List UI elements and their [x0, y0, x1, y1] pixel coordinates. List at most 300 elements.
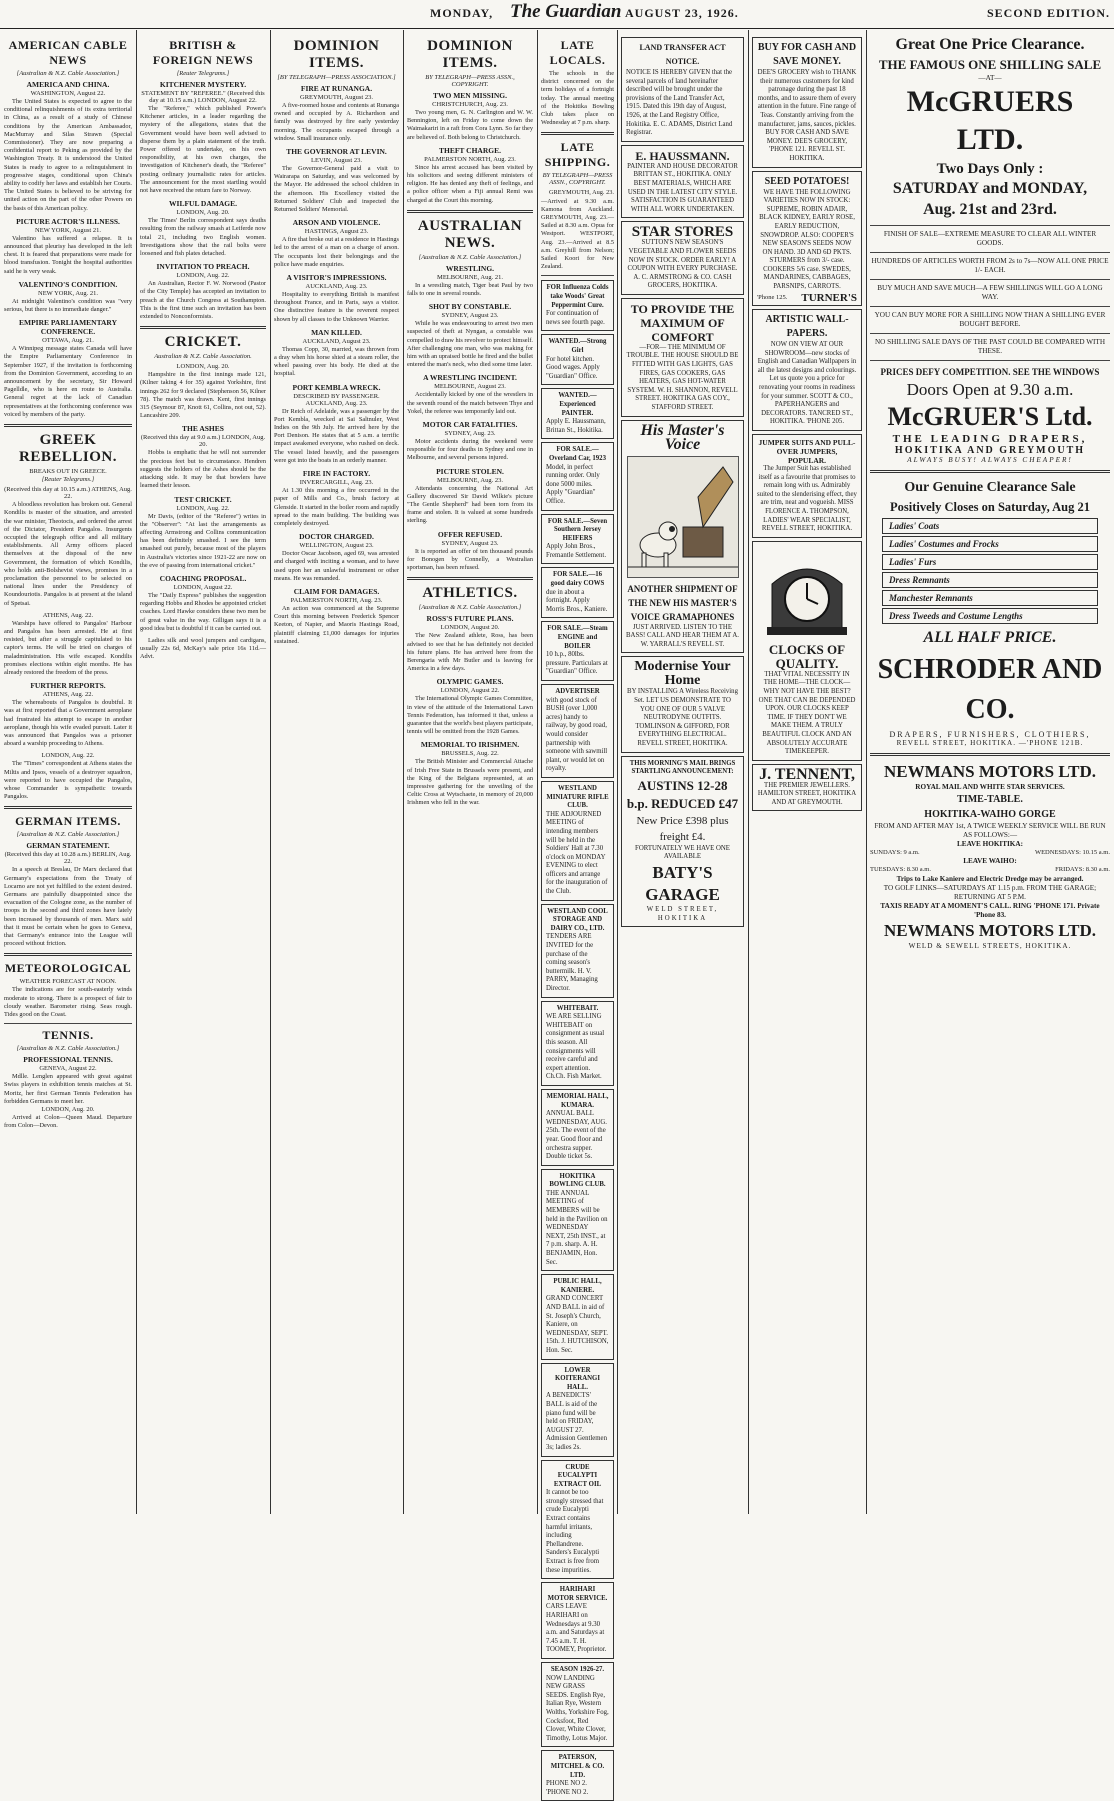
story-headline: MOTOR CAR FATALITIES.	[422, 420, 518, 430]
column-dominion-australian	[407, 34, 533, 1512]
story-body: The "Times" correspondent at Athens states the Miltis and Ipsos, vessels of a destroyer squadron, were reported to have occupied the Pangalos, whose Commander is sympathetic towards Pangalos.	[4, 760, 132, 801]
ad-land-transfer	[621, 37, 744, 142]
story-headline: EMPIRE PARLIAMENTARY CONFERENCE.	[19, 318, 117, 337]
story-body: Ladies silk and wool jumpers and cardigans, usually 22s 6d, McKay's sale price 16s 11d.—Advt.	[140, 636, 266, 661]
mcgruers-ltd: McGRUER'S Ltd.	[887, 402, 1093, 431]
story-body: At 1.30 this morning a fire occurred in the paper of Mills and Co., brush factory at Glenside. It started in the boiler room and rapidly spread to the main building. The building was completely destroyed.	[274, 487, 399, 527]
story-headline: PROFESSIONAL TENNIS.	[23, 1055, 113, 1065]
two-days: Two Days Only :	[936, 161, 1044, 177]
story-body: Dr Reich of Adelaide, was a passenger by the Port Kembla, wrecked at Sai Saltnuler, West Indies on the 9th July. He arrived here by the Port Denison. He states that at 5 a.m. a terrific impact awakened everyone, who rushed on deck. The vessel listed heavily, and the passengers were got into the boats in an orderly manner.	[274, 407, 399, 464]
classified-ad	[541, 1460, 614, 1580]
story-dateline: OTTAWA, Aug. 21.	[42, 337, 94, 345]
clearance-item: Ladies' Coats	[882, 518, 1098, 534]
news-story	[4, 752, 132, 801]
classified-ad	[541, 1001, 614, 1086]
ad-title: SEED POTATOES!	[764, 175, 850, 187]
story-dateline: NEW YORK, August 21.	[35, 226, 101, 234]
story-body: In a wrestling match, Tiger beat Paul by two falls to one in several rounds.	[407, 281, 533, 298]
classified-title: PATERSON, MITCHEL & CO. LTD.	[550, 1754, 605, 1779]
news-story	[274, 587, 399, 646]
ad-title: CLOCKS OF QUALITY.	[768, 641, 846, 671]
story-dateline: (Received this day at 9.0 a.m.) LONDON, Aug. 20.	[140, 434, 266, 449]
section-divider	[541, 132, 614, 135]
classified-text: For hotel kitchen. Good wages. Apply "Guardian" Office.	[546, 355, 600, 380]
news-story	[140, 363, 266, 420]
section-divider	[541, 275, 614, 276]
taxis-line: TAXIS READY AT A MOMENT'S CALL. RING 'PHONE 171. Private 'Phone 83.	[880, 901, 1100, 919]
news-story	[4, 318, 132, 419]
classified-text: with good stock of BUSH (over 1,000 acres) handy to railway, by good road, would consider partnership with someone with sawmill plant, or would let on royalty.	[546, 696, 608, 773]
clearance-item: Ladies' Costumes and Frocks	[882, 536, 1098, 552]
news-story	[274, 147, 399, 214]
story-dateline: SYDNEY, August 23.	[441, 312, 499, 320]
story-body: While he was endeavouring to arrest two men suspected of theft at Nyngan, a constable was compelled to draw his revolver to protect himself. After challenging one man, who was making for him with an upraised bottle he fired and the bullet entered the man's neck, who died some time later.	[407, 320, 533, 369]
masthead	[0, 0, 1114, 29]
story-dateline: MELBOURNE, Aug. 21.	[437, 273, 503, 281]
section-divider	[870, 306, 1110, 307]
sat-mon: SATURDAY and MONDAY,	[892, 180, 1088, 197]
classified-text: CARS LEAVE HARIHARI on Wednesdays at 9.30 a.m. and Saturdays at 7.45 a.m. T. H. TOOMEY, Proprietor.	[546, 1603, 607, 1654]
story-body: The "Referee," which published Power's Kitchener articles, in a leader regarding the mystery of the allegations, states that the Government would have been well advised to disperse them by a plain statement of the truth. Power offered to undertake, on his own responsibility, at his own charges, the investigation of Kitchener's death, the "Referee" posting ordinary journalistic rates for articles. The announcement for the most startling would not have received the return fare to Norway.	[140, 105, 266, 195]
classified-ad	[541, 280, 614, 331]
classified-title: WANTED.—Experienced PAINTER.	[558, 392, 597, 417]
ad-title: ANOTHER SHIPMENT OF THE NEW HIS MASTER'S VOICE GRAMAPHONES	[627, 583, 738, 622]
schedule-fridays: FRIDAYS: 8.30 a.m.	[1055, 866, 1110, 874]
story-headline: MAN KILLED.	[311, 327, 362, 337]
column-shop-ads	[752, 34, 862, 1512]
sale-line: HUNDREDS OF ARTICLES WORTH FROM 2s to 7s—NOW ALL ONE PRICE 1/- EACH.	[871, 257, 1109, 274]
story-dateline: WELLINGTON, August 23.	[299, 542, 374, 550]
classified-title: CRUDE EUCALYPTI EXTRACT OIL	[553, 1463, 602, 1488]
story-headline: THEFT CHARGE.	[439, 145, 501, 155]
news-story	[140, 262, 266, 321]
classified-text: THE ADJOURNED MEETING of intending members will be held in the Soldiers' Hall at 7.30 o'clock on MONDAY EVENING to elect officers and arrange for the inauguration of the Club.	[546, 810, 608, 896]
news-story	[407, 467, 533, 526]
leave-hokitika: LEAVE HOKITIKA:	[957, 840, 1023, 848]
story-body: It is reported an offer of ten thousand pounds for Bonogen by Connelly, a Westralian sportsman, has been refused.	[407, 547, 533, 572]
column-rule	[537, 30, 538, 1514]
news-story	[4, 681, 132, 748]
section-heading: AMERICAN CABLE NEWS	[8, 38, 128, 67]
story-body: The whereabouts of Pangalos is doubtful. It was at first reported that a Government aeroplane had frustrated his attempt to escape in another aeroplane, though his wife evaded pursuit. Later it was announced that Pangalos was a prisoner aboard a warship proceeding to Athens.	[4, 699, 132, 748]
story-dateline: WASHINGTON, August 22.	[30, 90, 106, 97]
story-body: Hobbs is emphatic that he will not surrender the precious feet but to circumstance. Hendren suggests the holders of the Ashes should be the attacking side. It may be that bowlers have learned their lesson.	[140, 449, 266, 490]
story-headline: DOCTOR CHARGED.	[299, 532, 374, 542]
newmans-name: NEWMANS MOTORS LTD.	[883, 762, 1097, 781]
hmv-logo-text: His Master's Voice	[640, 421, 725, 453]
classified-title: FOR SALE.—Seven Southern Jersey HEIFERS	[547, 517, 608, 542]
ad-title: Modernise Your Home	[634, 659, 731, 689]
story-dateline: GENEVA, August 22.	[39, 1065, 97, 1073]
section-divider	[140, 326, 266, 329]
weather-forecast: The indications are for south-easterly winds moderate to strong. There is a prospect of fair to cloudy weather. Barometer rising. Seas rough. Tides good on the Coast.	[4, 986, 132, 1019]
story-dateline: STATEMENT BY "REFEREE." (Received this day at 10.15 a.m.) LONDON, August 22.	[141, 90, 265, 104]
section-source: [BY TELEGRAPH—PRESS ASSOCIATION.]	[277, 74, 396, 81]
story-body: The New Zealand athlete, Ross, has been advised to see that he has definitely not decided his future plans. He has arrived here from the Berengaria with Mr Butler and is leaving for America in a few days.	[407, 632, 533, 673]
austin-price: New Price £398 plus freight £4.	[636, 814, 729, 843]
classified-title: WANTED.—Strong Girl	[548, 338, 607, 355]
story-body: Hampshire in the first innings made 121, (Kilner taking 4 for 35) against Yorkshire, first innings 262 for 9 declared (Stephenson 56, Kilner 78). The match was drawn. Kent, first innings 315 (Seymour 87, Knott 61, Collins, not out, 52). Lancashire 209.	[140, 371, 266, 420]
classified-ad	[541, 684, 614, 778]
news-story	[4, 217, 132, 276]
story-dateline: (Received this day at 10.28 a.m.) BERLIN, Aug. 22.	[4, 851, 132, 866]
story-body: The Times' Berlin correspondent says deaths resulting from the railway smash at Leiferde now total 21, including two English women. Investigations show that the rail bolts were loosened and fish plates detached.	[140, 217, 266, 258]
classified-text: GRAND CONCERT AND BALL in aid of St. Joseph's Church, Kaniere, on WEDNESDAY, SEPT. 15th. J. HUTCHISON, Hon. Sec.	[546, 1295, 609, 1354]
ad-his-masters-voice	[621, 420, 744, 654]
at-line: —AT—	[978, 74, 1002, 82]
story-body: In a speech at Breslau, Dr Marx declared that Germany's expectations from the Treaty of Locarno are not yet fulfilled to the extent desired. Germans are painfully disappointed since the evacuation of the Cologne zone, as the number of troops in the second and third zones have lately been increased by thousands of men. Marx said that it must be certain when he goes to Geneva, that Germany's entrance into the League will proceed without friction.	[4, 866, 132, 948]
story-headline: SHOT BY CONSTABLE.	[428, 302, 512, 312]
story-body: Valentino has suffered a relapse. It is announced that pleurisy has developed in the left chest. It is feared that preparations were made for blood transfusion. Tonight the hospital authorities said he is very weak.	[4, 234, 132, 275]
column-mcgruers-ads	[870, 34, 1110, 1512]
column-late-locals	[541, 34, 614, 1796]
story-headline: MEMORIAL TO IRISHMEN.	[420, 740, 520, 750]
section-heading: GERMAN ITEMS.	[15, 814, 121, 829]
news-story	[4, 80, 132, 213]
section-source: BY TELEGRAPH—PRESS ASSN., COPYRIGHT.	[542, 172, 613, 187]
all-half-price: ALL HALF PRICE.	[923, 629, 1057, 646]
classified-ad	[541, 514, 614, 565]
section-divider	[870, 225, 1110, 226]
clearance-item: Dress Remnants	[882, 572, 1098, 588]
ad-title: LAND TRANSFER ACT NOTICE.	[639, 43, 726, 66]
news-story	[407, 264, 533, 298]
story-dateline: (Received this day at 10.15 a.m.) ATHENS, Aug. 22.	[4, 486, 132, 501]
austin-headline: THIS MORNING'S MAIL BRINGS STARTLING ANNOUNCEMENT:	[629, 759, 736, 776]
news-story	[407, 740, 533, 807]
column-dominion-items	[274, 34, 399, 1512]
clock-illustration	[762, 549, 852, 639]
news-story	[4, 486, 132, 608]
section-heading: CRICKET.	[164, 334, 242, 351]
story-headline: TWO MEN MISSING.	[433, 91, 507, 100]
classified-ad	[541, 1750, 614, 1801]
classified-title: HARIHARI MOTOR SERVICE.	[547, 1586, 608, 1602]
timetable: TIME-TABLE.	[957, 794, 1023, 805]
story-dateline: GREYMOUTH, August 23.	[300, 94, 373, 101]
section-source: BY TELEGRAPH—PRESS ASSN., COPYRIGHT.	[425, 74, 515, 88]
ad-dees-grocery	[752, 37, 862, 168]
story-dateline: MELBOURNE, Aug. 23.	[437, 476, 503, 484]
news-story	[407, 373, 533, 416]
section-heading: LATE SHIPPING.	[544, 140, 611, 170]
news-story	[407, 530, 533, 573]
section-source: Australian & N.Z. Cable Association.	[154, 353, 252, 361]
story-body: The United States is expected to agree to the conditional relinquishments of its extra territorial in China, as a result of a study of Chinese conditions by the American Ambassador, MacMurray and Silas Strawn (Special Commissioner). They are now preparing a confidential report to Peking as provided by the Washington Treaty. It is understood the United States is ready to agree to a relinquishment in progressive stages, conditional upon China's ability to codify her laws and establish her Courts. The United States is believed to be striving for united action on the part of the other Powers on the basis of this American policy.	[4, 98, 132, 212]
classified-ad	[541, 442, 614, 510]
sale-line: NO SHILLING SALE DAYS OF THE PAST COULD BE COMPARED WITH THESE.	[874, 338, 1106, 355]
story-body: Attendants concerning the National Art Gallery discovered Sir David Wilkie's picture "The Gentle Shepherd" had been torn from its frame and stolen. It is valued at some hundreds sterling.	[407, 484, 533, 525]
story-headline: WRESTLING.	[445, 263, 495, 273]
ad-title: STAR STORES	[631, 224, 734, 241]
news-story	[4, 612, 132, 677]
classified-ad	[541, 1582, 614, 1659]
ad-tennent	[752, 764, 862, 812]
ad-text: JUST ARRIVED. LISTEN TO THE BASS! CALL AND HEAR THEM AT A. W. YARRALL'S REVELL ST.	[626, 623, 739, 648]
ad-star-stores	[621, 221, 744, 295]
ad-text: THE PREMIER JEWELLERS. HAMILTON STREET, HOKITIKA AND AT GREYMOUTH.	[757, 781, 857, 806]
story-headline: TEST CRICKET.	[174, 494, 232, 504]
story-headline: OFFER REFUSED.	[437, 529, 503, 539]
section-source: [Reuter Telegrams.]	[41, 476, 95, 484]
story-headline: ARSON AND VIOLENCE.	[292, 218, 381, 228]
section-divider	[4, 806, 132, 809]
story-body: A five-roomed house and contents at Runanga owned and occupied by A. Richardson and family was destroyed by fire early yesterday morning. The occupants escaped through a window. Small insurance only.	[274, 102, 399, 142]
ad-jumper-suits	[752, 434, 862, 538]
column-rule	[403, 30, 404, 1514]
story-body: Mr Davis, (editor of the "Referee") writes in the "Observer": "At last the arrangements as affecting Armstrong and Collins communication has been definitely smashed. I see the term smashed out purely, because most of the players in Australia's victories since 1921-22 are now on the eve of passing from international cricket."	[140, 512, 266, 569]
story-headline: INVITATION TO PREACH.	[156, 262, 250, 272]
section-source: [Reuter Telegrams.]	[176, 70, 230, 77]
story-dateline: MELBOURNE, August 23.	[434, 383, 506, 391]
story-dateline: CHRISTCHURCH, Aug. 23.	[432, 101, 508, 108]
prices-defy: PRICES DEFY COMPETITION. SEE THE WINDOWS	[880, 367, 1100, 377]
story-dateline: LONDON, Aug. 22.	[176, 504, 230, 512]
story-body: A bloodless revolution has broken out. General Kondilis is master of the situation, and arrested the war minister, Theotocis, and ordered the arrest of the Dictator, President Pangalos. Insurgents occupied the telegraph office and all military establishments. All Army officers placed themselves at the disposal of the new Government, the formation of which Kondilis, who holds anti-Bolshevist views, promises in a proclamation the personnel to be selected on national lines under the Presidency of Koundouriotis. Pangalos is at present at the island of Spetsai.	[4, 501, 132, 607]
leave-waiho: LEAVE WAIHO:	[963, 857, 1017, 866]
story-headline: CLAIM FOR DAMAGES.	[293, 586, 380, 596]
schedule-wednesdays: WEDNESDAYS: 10.15 a.m.	[1034, 849, 1110, 856]
story-dateline: SYDNEY, Aug. 23.	[444, 430, 496, 438]
leading-drapers: THE LEADING DRAPERS,	[892, 433, 1088, 445]
batys-garage: BATY'S GARAGE	[645, 862, 720, 904]
story-dateline: PALMERSTON NORTH, Aug. 23.	[290, 596, 383, 604]
section-divider	[407, 577, 533, 580]
story-dateline: LONDON, Aug. 20.	[176, 209, 230, 217]
ad-newmans-motors	[870, 761, 1110, 951]
section-divider	[870, 470, 1110, 473]
story-body: The British Minister and Commercial Attache of Irish Free State in Brussels were present, and the King of the Belgians represented, at an impressive gathering for the unveiling of the Celtic Cross at Wytschaete, in memory of 20,000 Irishmen who fell in the war.	[407, 758, 533, 807]
section-heading: METEOROLOGICAL	[4, 961, 132, 976]
story-dateline: LONDON, August 22.	[440, 687, 500, 695]
always-busy: ALWAYS BUSY! ALWAYS CHEAPER!	[907, 456, 1073, 464]
story-headline: OLYMPIC GAMES.	[436, 677, 504, 687]
news-story	[407, 302, 533, 369]
story-dateline: ATHENS, Aug. 22.	[42, 691, 94, 699]
story-body: The "Daily Express" publishes the suggestion regarding Hobbs and Rhodes be appointed cricket coaches. Lord Hawke considers these two men be of great value in the way. Gilligan says it is a good idea but is doubtful if it can be carried out.	[140, 591, 266, 632]
ad-text: NOW ON VIEW AT OUR SHOWROOM—new stocks of English and Canadian Wallpapers in all the latest designs and colourings. Let us quote you a price for renovating your rooms in readiness for your summer. SCOTT & CO., PAPERHANGERS and DECORATORS. TANCRED ST., HOKITIKA. 'PHONE 205.	[757, 341, 857, 426]
ad-text: SUTTON'S NEW SEASON'S VEGETABLE AND FLOWER SEEDS NOW IN STOCK. ORDER EARLY! A COUPON WITH EVERY PURCHASE. A. C. ARMSTRONG & CO. CASH GROCERS, HOKITIKA.	[627, 239, 738, 290]
section-heading: DOMINION ITEMS.	[293, 38, 380, 71]
news-story	[274, 273, 399, 324]
story-body: At midnight Valentino's condition was "very serious, but there is no immediate danger."	[4, 297, 132, 314]
news-story	[407, 614, 533, 673]
news-story	[140, 574, 266, 633]
ad-clocks	[752, 541, 862, 761]
ad-schroder	[870, 478, 1110, 748]
section-heading: AUSTRALIAN NEWS.	[417, 217, 523, 251]
column-notices	[621, 34, 744, 1512]
ad-seed-potatoes	[752, 171, 862, 307]
story-headline: VALENTINO'S CONDITION.	[18, 279, 118, 289]
turners-row	[757, 291, 857, 304]
story-body: Mdlle. Lenglen appeared with great against Swiss players in exhibition tennis matches at St. Moritz, her first German Tennis Federation has forbidden Germans to meet her.	[4, 1073, 132, 1105]
classified-title: FOR Influenza Colds take Woods' Great Peppermint Cure.	[546, 284, 609, 309]
story-headline: FURTHER REPORTS.	[30, 681, 106, 691]
story-body: The schools in the district concerned on the term holidays of a fortnight today. The annual meeting of the Hokitika Bowling Club takes place on Wednesday at 7 p.m. sharp.	[541, 70, 614, 127]
classified-text: 10 h.p., 80lbs. pressure. Particulars at "Guardian" Office.	[546, 651, 608, 676]
story-dateline: DESCRIBED BY PASSENGER. AUCKLAND, Aug. 23.	[293, 392, 380, 407]
masthead-edition: SECOND EDITION.	[986, 6, 1110, 20]
ad-gas-company	[621, 298, 744, 417]
section-divider	[870, 279, 1110, 280]
story-body: A Winnipeg message states Canada will have the Empire Parliamentary Conference in September 1927, if the invitation is forthcoming from the Dominion Government, according to an announcement by the secretary, Sir Howard Pagelldle, who is here en route to Australia. General regret at the lack of Canadian representatives at the forthcoming conference was voiced by members of the party.	[4, 345, 132, 418]
classified-title: FOR SALE.—Overland Car, 1923	[549, 446, 606, 462]
column-american-cable-news	[4, 34, 132, 1512]
story-headline: GERMAN STATEMENT.	[26, 841, 110, 851]
great-clearance: Great One Price Clearance.	[895, 36, 1085, 53]
story-body: Since his arrest accused has been visited by his solicitors and seeing different ministers of religion. He has denied any theft of feelings, and a police officer when a Fiji annual Remi was charged at the Court this morning.	[407, 163, 533, 204]
section-divider	[870, 252, 1110, 253]
ad-wireless	[621, 656, 744, 752]
section-divider	[870, 753, 1110, 756]
masthead-title: The Guardian	[510, 1, 622, 22]
schedule-row	[870, 849, 1110, 857]
classified-title: FOR SALE.—Steam ENGINE and BOILER	[547, 625, 608, 650]
column-rule	[866, 30, 867, 1514]
royal-mail: ROYAL MAIL AND WHITE STAR SERVICES.	[915, 783, 1065, 791]
column-rule	[136, 30, 137, 1514]
section-source: [Australian & N.Z. Cable Association.]	[418, 604, 522, 612]
revell-line: REVELL STREET, HOKITIKA. —'PHONE 121B.	[896, 739, 1084, 747]
news-story	[274, 532, 399, 583]
news-story	[140, 495, 266, 570]
news-story	[140, 80, 266, 195]
story-headline: A VISITOR'S IMPRESSIONS.	[286, 273, 387, 283]
classified-text: Model, in perfect running order. Only done 5000 miles. Apply "Guardian" Office.	[546, 463, 600, 505]
classified-ad	[541, 1274, 614, 1359]
news-story	[274, 218, 399, 269]
story-dateline: LONDON, August 22.	[173, 583, 233, 591]
from-after: FROM AND AFTER MAY 1st, A TWICE WEEKLY SERVICE WILL BE RUN AS FOLLOWS:—	[874, 822, 1106, 839]
classified-ad	[541, 904, 614, 998]
sale-line: FINISH OF SALE—EXTREME MEASURE TO CLEAR ALL WINTER GOODS.	[883, 230, 1097, 247]
turners-phone: 'Phone 125.	[757, 293, 788, 301]
section-source: [Australian & N.Z. Cable Association.]	[16, 1045, 120, 1053]
clearance-items	[870, 518, 1110, 624]
garage-address: WELD STREET, HOKITIKA	[646, 905, 719, 922]
ad-text: THAT VITAL NECESSITY IN THE HOME—THE CLOCK—WHY NOT HAVE THE BEST? ONE THAT CAN BE DEPENDED UPON. OUR CLOCKS KEEP TIME. IF THEY DON'T WE MAKE THEM. A TRULY BEAUTIFUL CLOCK AND AN ABSOLUTELY ACCURATE TIMEKEEPER.	[758, 670, 856, 756]
news-story	[4, 841, 132, 948]
ad-title: ARTISTIC WALL-PAPERS.	[765, 314, 849, 340]
classified-ad	[541, 781, 614, 901]
ad-wall-papers	[752, 309, 862, 431]
schedule-row	[870, 866, 1110, 874]
weld-street: WELD & SEWELL STREETS, HOKITIKA.	[908, 941, 1072, 950]
classified-ad	[541, 334, 614, 385]
story-dateline: LONDON, Aug. 22.	[176, 272, 230, 280]
classified-ad	[541, 1662, 614, 1747]
story-body: The Governor-General paid a visit to Wairarapa on Saturday, and was welcomed by the Mayor. He addressed the school children in the afternoon. His Excellency visited the Returned Soldiers' Club and inspected the Returned Soldiers' Memorial.	[274, 165, 399, 214]
news-story	[274, 84, 399, 143]
classified-title: FOR SALE.—16 good dairy COWS	[550, 571, 605, 588]
news-story	[140, 424, 266, 490]
story-body: Hospitality to everything British is manifest throughout France, and in Paris, says a visitor. One distinctive feature is the reverent respect shown by all classes to the Unknown Warrior.	[274, 291, 399, 323]
story-dateline: LEVIN, August 23.	[311, 157, 362, 165]
classified-ad	[541, 1169, 614, 1272]
story-dateline: AUCKLAND, Aug. 23.	[305, 283, 368, 291]
column-rule	[748, 30, 749, 1514]
newmans-name-footer: NEWMANS MOTORS LTD.	[883, 920, 1097, 940]
story-headline: WILFUL DAMAGE.	[169, 199, 237, 209]
story-dateline: LONDON, August 20.	[440, 624, 500, 632]
story-headline: A WRESTLING INCIDENT.	[423, 373, 517, 383]
story-headline: AMERICA AND CHINA.	[26, 80, 110, 89]
story-headline: KITCHENER MYSTERY.	[159, 80, 247, 89]
section-heading: DOMINION ITEMS.	[427, 38, 513, 71]
story-dateline: SYDNEY, August 23.	[441, 539, 499, 547]
news-story	[274, 383, 399, 465]
classified-title: SEASON 1926-27.	[550, 1665, 605, 1673]
story-body: The International Olympic Games Committee, in view of the attitude of the International Lawn Tennis Federation, has informed it that, unless a guarantee that the world's best players participate, tennis will be omitted from the 1928 Games.	[407, 695, 533, 736]
gorge: HOKITIKA-WAIHO GORGE	[924, 809, 1056, 820]
sale-dates: Aug. 21st and 23rd.	[923, 201, 1057, 218]
classified-title: WHITEBAIT.	[556, 1004, 599, 1012]
classified-text: It cannot be too strongly stressed that crude Eucalypti Extract contains harmful irritants, including Phellandrene. Sanders's Eucalypti Extract is free from these impurities.	[546, 1489, 604, 1574]
section-heading: GREEK REBELLION.	[19, 432, 117, 466]
schedule-tuesdays: TUESDAYS: 8.30 a.m.	[870, 866, 931, 874]
schedule-sundays: SUNDAYS: 9 a.m.	[870, 849, 920, 856]
classified-title: PUBLIC HALL, KANIERE.	[553, 1278, 602, 1294]
story-dateline: ATHENS, Aug. 22.	[42, 611, 94, 619]
story-body: Two young men, G. N. Carlington and W. W. Bennington, left on Friday to come down the Waimakariri in a raft from Cora Lynn. So far they are believed of. Both belong to Christchurch.	[407, 109, 533, 141]
story-body: Motor accidents during the weekend were responsible for four deaths in Sydney and one in Melbourne, and several persons injured.	[407, 438, 533, 462]
classified-ad	[541, 1089, 614, 1166]
drapers-line: DRAPERS, FURNISHERS, CLOTHIERS,	[889, 730, 1091, 739]
story-dateline: NEW YORK, Aug. 21.	[38, 289, 98, 297]
classified-text: due in about a fortnight. Apply Morris Bros., Kaniere.	[546, 588, 608, 613]
classified-text: Apply John Bros., Fremantle Settlement.	[546, 543, 607, 559]
ad-text: BY INSTALLING A Wireless Receiving Set. LET US DEMONSTRATE TO YOU ONE OF OUR 5 VALVE NEUTRODYNE OUTFITS. TOMLINSON & GIFFORD, FOR EVERYTHING ELECTRICAL. REVELL STREET, HOKITIKA.	[627, 688, 738, 747]
mcgruers-name: McGRUERS LTD.	[906, 85, 1074, 156]
story-headline: ROSS'S FUTURE PLANS.	[426, 614, 514, 624]
classified-text: NOW LANDING NEW GRASS SEEDS. English Rye, Italian Rye, Western Wolths, Yorkshire Fog, Cocksfoot, Red Clover, White Clover, Timothy, Lotus Major.	[546, 1674, 609, 1742]
ad-title: BUY FOR CASH AND SAVE MONEY.	[757, 42, 857, 67]
story-dateline: HASTINGS, August 23.	[304, 228, 369, 236]
ad-haussmann	[621, 145, 744, 219]
ad-mcgruers-sale	[870, 34, 1110, 465]
story-body: Thomas Copp, 30, married, was thrown from a dray when his horse shied at a steam roller, the wheel passing over his body. He died at the hospital.	[274, 345, 399, 378]
classified-title: MEMORIAL HALL, KUMARA.	[546, 1092, 609, 1109]
story-dateline: BRUSSELS, Aug. 22.	[441, 750, 499, 758]
schroder-name: SCHRODER AND CO.	[877, 654, 1103, 725]
famous-sale: THE FAMOUS ONE SHILLING SALE	[878, 57, 1102, 72]
ad-austins	[621, 756, 744, 928]
masthead-day: MONDAY,	[430, 6, 494, 20]
news-story	[274, 328, 399, 379]
classified-ads	[541, 280, 614, 1801]
story-body: An Australian, Rector F. W. Norwood (Pastor of the City Temple) has accepted an invitation to preach at the Church Congress at Southampton. This is the first time such an invitation has been extended to Nonconformists.	[140, 280, 266, 321]
story-body: Arrived at Colon—Queen Maud. Departure from Colon—Devon.	[4, 1114, 132, 1130]
ad-title: J. TENNENT,	[759, 765, 855, 783]
classified-title: WESTLAND MINIATURE RIFLE CLUB.	[546, 784, 609, 810]
story-dateline: LONDON, Aug. 20.	[41, 1106, 95, 1114]
news-story	[4, 280, 132, 314]
section-source: [Australian & N.Z. Cable Association.]	[16, 70, 120, 77]
ad-text: —FOR— THE MINIMUM OF TROUBLE. THE HOUSE SHOULD BE FITTED WITH GAS LIGHTS, GAS FIRES, GAS COOKERS, GAS HEATERS, GAS HOT-WATER SYSTEM. W. H. SHANNON, REVELL STREET. HOKITIKA GAS COY., STAFFORD STREET.	[626, 343, 739, 412]
ad-text: DEE'S GROCERY wish to THANK their numerous customers for kind patronage during the past 18 months, and to assure them of every attention in the future. Fine range of Teas. Constantly arriving from the manufacturer, jams, sauces, pickles. BUY FOR CASH AND SAVE MONEY. DEE'S GROCERY, 'PHONE 121. REVELL ST. HOKITIKA.	[757, 69, 857, 162]
clearance-item: Dress Tweeds and Costume Lengths	[882, 608, 1098, 624]
story-body: Doctor Oscar Jacobson, aged 69, was arrested and charged with inciting a woman, and to have used upon her an unlawful instrument or other means. He was remanded.	[274, 550, 399, 582]
story-headline: PICTURE ACTOR'S ILLNESS.	[16, 216, 120, 226]
story-headline: FIRE AT RUNANGA.	[300, 84, 373, 93]
story-body: A fire that broke out at a residence in Hastings led to the arrest of a man on a charge of arson. The occupants lost their belongings and the police have made enquiries.	[274, 236, 399, 268]
gramophone-illustration	[627, 456, 739, 578]
classified-text: THE ANNUAL MEETING of MEMBERS will be held in the Pavilion on WEDNESDAY NEXT, 25th INST., at 7 p.m. sharp. A. H. BENJAMIN, Hon. Sec.	[546, 1189, 608, 1266]
story-dateline: LONDON, Aug. 22.	[41, 752, 95, 760]
column-rule	[617, 30, 618, 1514]
story-body: Warships have offered to Pangalos' Harbour and Pangalos has been arrested. He at first resisted, but after a struggle capitulated to his captor's terms. He will be tried on charges of maladministration. His wife escaped. Kondilis promises elections within eight months. He has already restored the freedom of the press.	[4, 619, 132, 676]
